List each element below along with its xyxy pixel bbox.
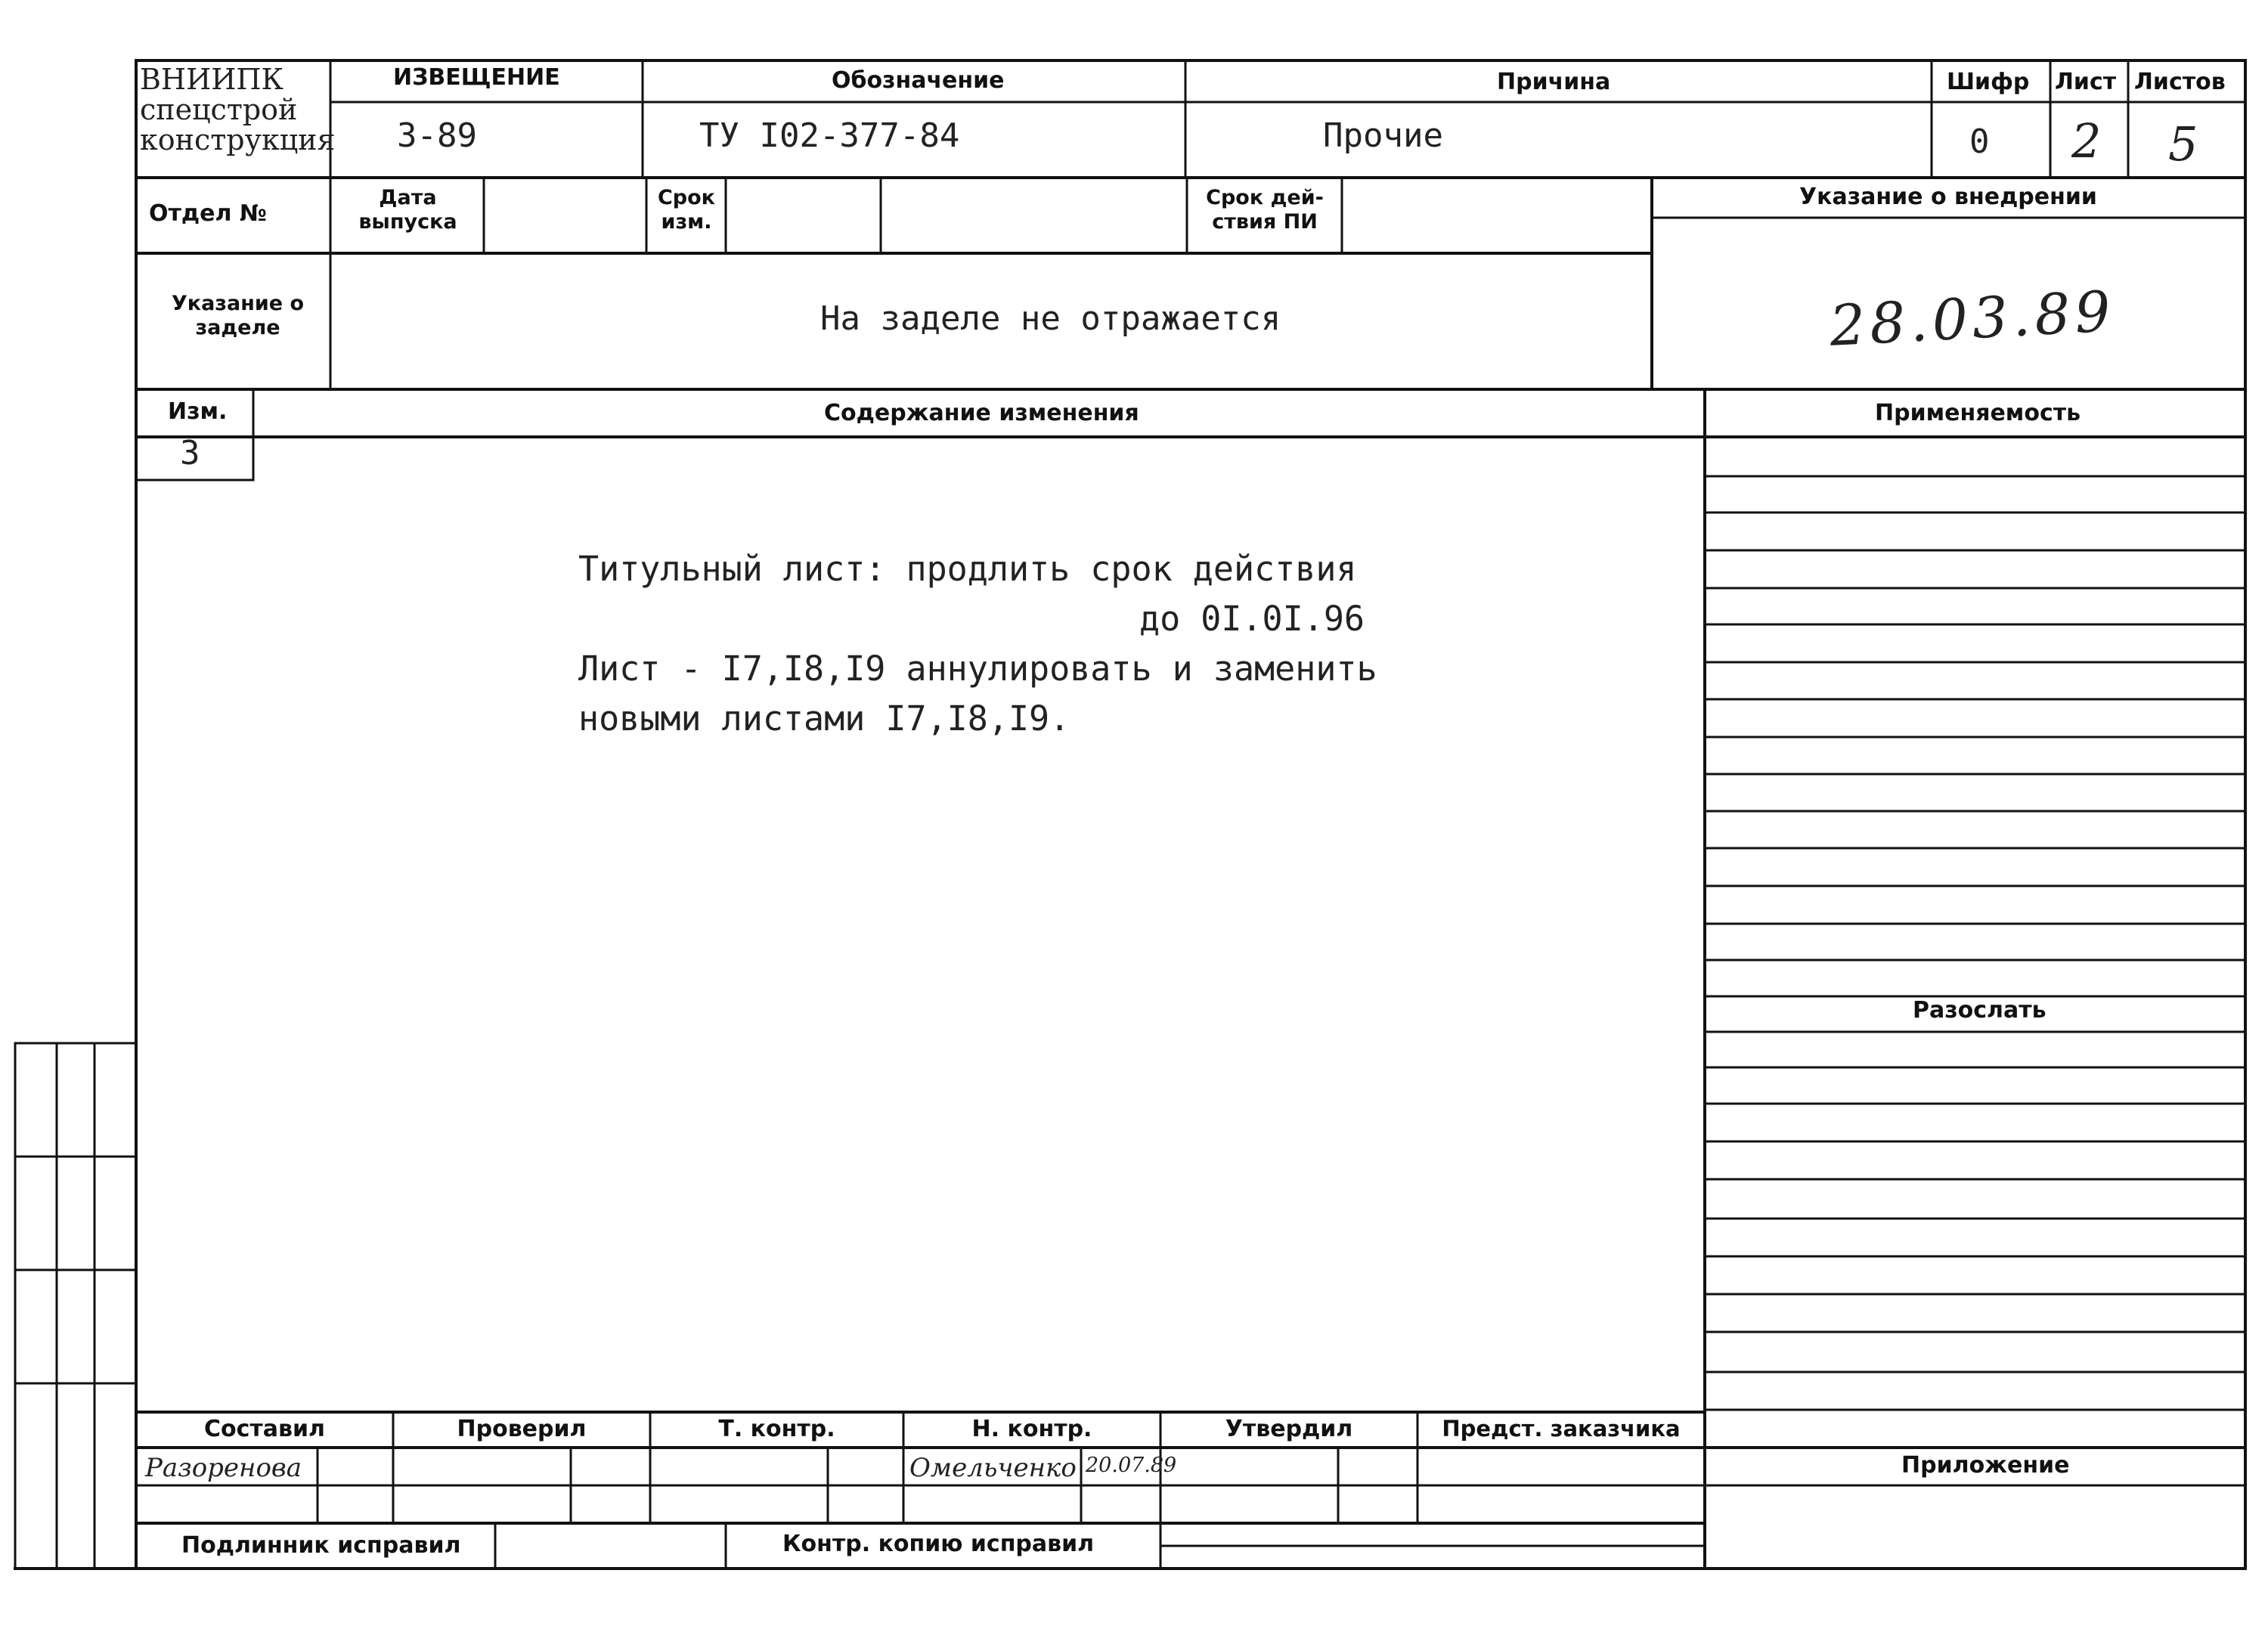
vnedrenie-date: 28.03.89 — [1828, 279, 2117, 359]
org-line-1: ВНИИПК — [140, 63, 284, 96]
prichina-label: Причина — [1497, 69, 1611, 95]
n-kontr-name: Омельченко — [909, 1453, 1077, 1483]
list-value: 2 — [2071, 113, 2102, 169]
izm-value: 3 — [180, 434, 200, 472]
organization-name — [140, 65, 335, 156]
sostavil-label: Составил — [203, 1416, 326, 1442]
ukazanie-zadel-label: Указание о заделе — [171, 292, 305, 339]
t-kontr-label: Т. контр. — [718, 1416, 835, 1442]
predst-label: Предст. заказчика — [1442, 1416, 1681, 1442]
kontr-kopiyu-label: Контр. копию исправил — [782, 1531, 1095, 1557]
ukazanie-vnedrenii-label: Указание о внедрении — [1799, 184, 2097, 210]
srok-izm-label: Срок изм. — [657, 186, 716, 234]
otdel-label: Отдел № — [149, 200, 267, 227]
prichina-value: Прочие — [1323, 116, 1443, 155]
change-content — [578, 544, 1377, 744]
razoslat-label: Разослать — [1913, 997, 2046, 1024]
data-vypuska-label: Дата выпуска — [358, 186, 457, 234]
content-header: Содержание изменения — [824, 400, 1139, 426]
org-line-3: конструкция — [140, 122, 336, 156]
primenyaemost-header: Применяемость — [1875, 400, 2081, 426]
srok-pi-label: Срок дей-ствия ПИ — [1206, 186, 1324, 234]
prilozhenie-label: Приложение — [1901, 1452, 2070, 1479]
podlinnik-label: Подлинник исправил — [181, 1532, 461, 1559]
n-kontr-label: Н. контр. — [971, 1416, 1092, 1442]
sostavil-name: Разоренова — [145, 1453, 302, 1483]
listov-label: Листов — [2134, 69, 2226, 95]
change-line-4: новыми листами I7,I8,I9. — [578, 698, 1070, 739]
zadel-value: На заделе не отражается — [820, 299, 1281, 338]
shifr-value: 0 — [1969, 122, 1990, 161]
oboznachenie-label: Обозначение — [832, 67, 1005, 94]
utverdil-label: Утвердил — [1225, 1416, 1353, 1442]
oboznachenie-value: ТУ I02-377-84 — [699, 116, 960, 155]
org-line-2: спецстрой — [140, 92, 298, 126]
izveshchenie-value: 3-89 — [397, 116, 477, 155]
shifr-label: Шифр — [1947, 69, 2030, 95]
list-label: Лист — [2055, 69, 2117, 95]
change-line-3: Лист - I7,I8,I9 аннулировать и заменить — [578, 649, 1377, 689]
listov-value: 5 — [2168, 116, 2198, 172]
n-kontr-date: 20.07.89 — [1086, 1454, 1177, 1477]
proveril-label: Проверил — [457, 1416, 587, 1442]
izveshchenie-label: ИЗВЕЩЕНИЕ — [393, 64, 560, 91]
change-line-2: до 0I.0I.96 — [1139, 599, 1365, 639]
change-line-1: Титульный лист: продлить срок действия — [578, 549, 1357, 589]
izm-label: Изм. — [168, 398, 228, 425]
